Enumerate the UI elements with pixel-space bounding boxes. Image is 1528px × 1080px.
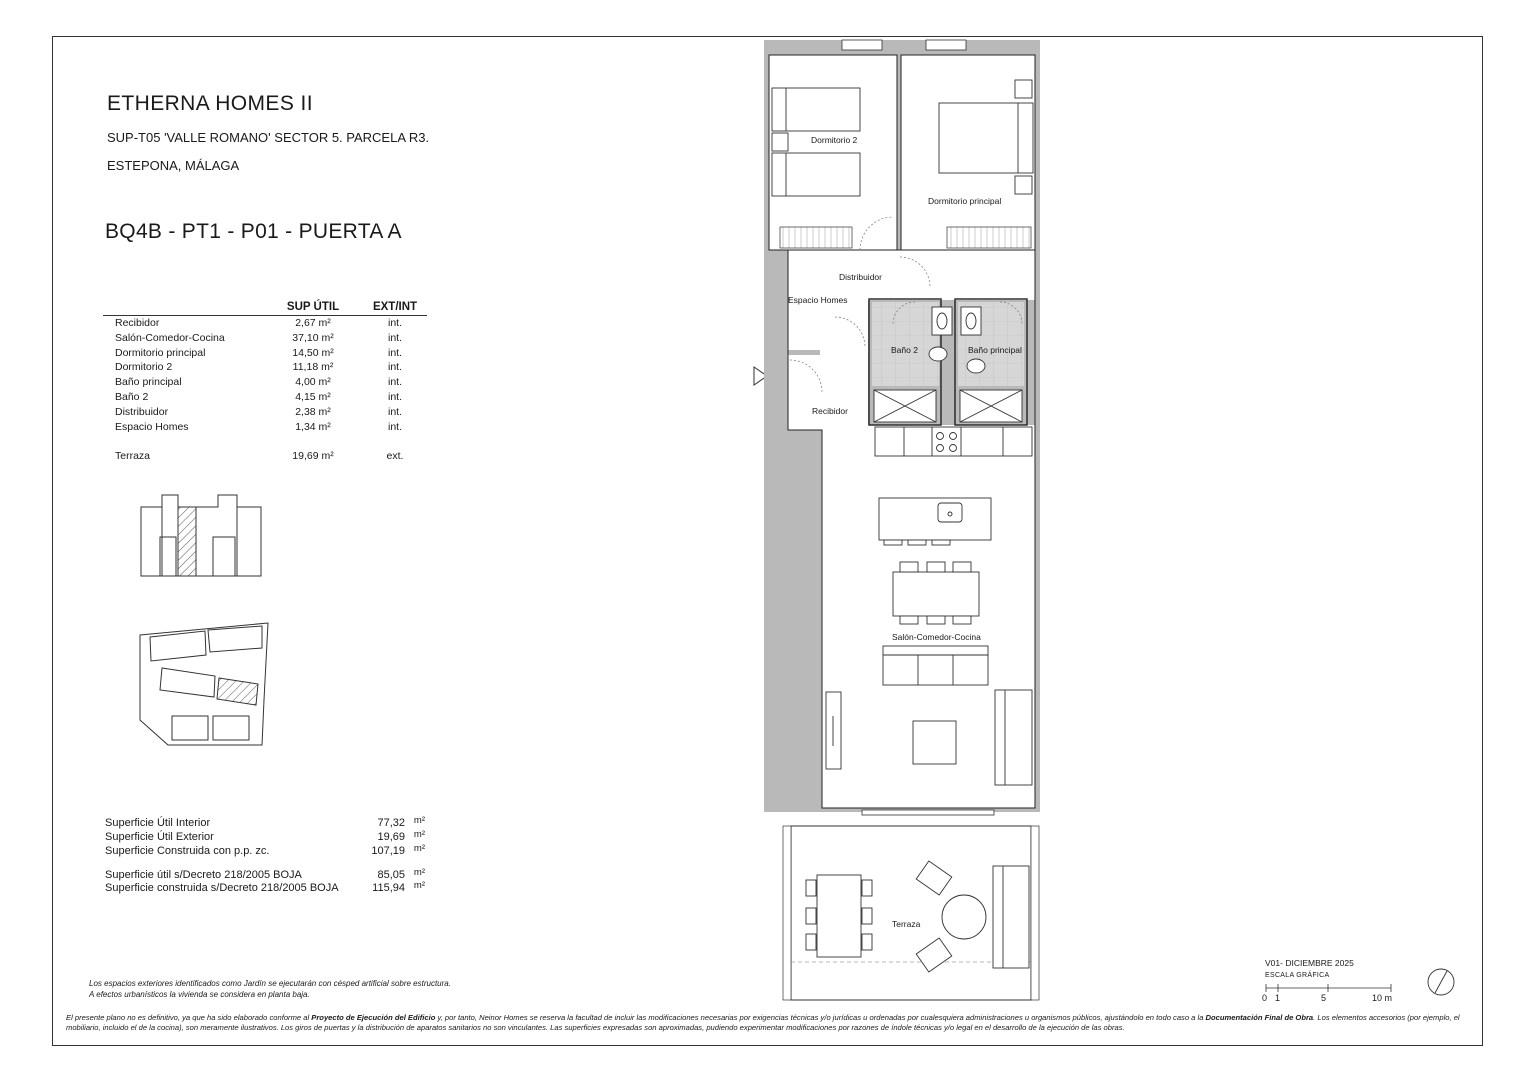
window: [926, 40, 966, 50]
label-dormitorio-principal: Dormitorio principal: [928, 196, 1002, 206]
scale-label-1: 1: [1275, 993, 1281, 1003]
bano-2-floor: [872, 302, 939, 386]
room-type: int.: [387, 405, 402, 418]
north-arrow-icon: [1428, 969, 1454, 995]
label-dormitorio-2: Dormitorio 2: [811, 135, 858, 145]
label-recibidor: Recibidor: [812, 406, 848, 416]
room-type: int.: [387, 390, 402, 403]
summary-unit: m²: [413, 843, 425, 854]
room-name: Dormitorio 2: [115, 361, 173, 374]
window: [842, 40, 882, 50]
room-name: Terraza: [115, 450, 151, 463]
summary-unit: m²: [413, 829, 425, 840]
kitchen-island: [879, 498, 991, 545]
room-name: Recibidor: [115, 317, 160, 329]
disclaimer-text-2: y, por tanto, Neinor Homes se reserva la facultad de incluir las modificaciones necesarias por exigencias técnicas y/o jurídicas u ordenadas por cualesquiera administraciones u organismos públicos, ajustándolo en todo caso a la: [435, 1013, 1206, 1022]
room-type: int.: [387, 376, 402, 389]
summary-value: 85,05: [377, 869, 405, 881]
disclaimer-text-1: El presente plano no es definitivo, ya que ha sido elaborado conforme al: [66, 1013, 312, 1022]
room-area: 37,10 m²: [292, 331, 334, 344]
scale-label-0: 0: [1262, 993, 1268, 1003]
room-area: 19,69 m²: [292, 450, 334, 463]
room-area: 2,67 m²: [295, 317, 331, 329]
room-type: int.: [387, 361, 402, 374]
summary-unit: m²: [413, 880, 425, 891]
room-name: Baño 2: [115, 390, 149, 403]
project-title: ETHERNA HOMES II: [107, 92, 313, 115]
building-key-plan: [141, 495, 261, 576]
exterior-note-line-2: A efectos urbanísticos la vivienda se considera en planta baja.: [89, 990, 310, 999]
scale-label-10: 10 m: [1372, 993, 1393, 1003]
summary-label: Superficie construida s/Decreto 218/2005 BOJA: [105, 882, 339, 894]
label-terraza: Terraza: [892, 919, 921, 929]
scale-title: ESCALA GRÁFICA: [1265, 972, 1330, 979]
summary-label: Superficie Útil Interior: [105, 817, 211, 829]
room-name: Espacio Homes: [115, 420, 189, 433]
label-salon: Salón-Comedor-Cocina: [892, 632, 981, 642]
room-name: Baño principal: [115, 376, 182, 389]
header-area: SUP ÚTIL: [263, 301, 363, 316]
terrace: [783, 810, 1039, 1000]
room-area: 2,38 m²: [295, 405, 331, 418]
summary-unit: m²: [413, 867, 425, 878]
project-subtitle-city: ESTEPONA, MÁLAGA: [107, 158, 240, 173]
summary-value: 19,69: [377, 831, 405, 843]
summary-label: Superficie Útil Exterior: [105, 831, 214, 843]
label-distribuidor: Distribuidor: [839, 272, 882, 282]
summary-value: 77,32: [377, 817, 405, 829]
floor-plan: [764, 40, 1040, 1000]
version-label: V01- DICIEMBRE 2025: [1265, 958, 1354, 968]
room-area: 4,00 m²: [295, 376, 331, 389]
summary-label: Superficie Construida con p.p. zc.: [105, 845, 270, 857]
disclaimer-bold-1: Proyecto de Ejecución del Edificio: [311, 1013, 436, 1022]
kitchen-counter: [875, 427, 1032, 456]
unit-title: BQ4B - PT1 - P01 - PUERTA A: [105, 220, 402, 243]
label-espacio-homes: Espacio Homes: [788, 295, 848, 305]
summary-value: 115,94: [372, 882, 405, 894]
summary-value: 107,19: [371, 845, 405, 857]
room-area: 4,15 m²: [295, 390, 331, 403]
room-type: int.: [387, 420, 402, 433]
project-subtitle-location: SUP-T05 'VALLE ROMANO' SECTOR 5. PARCELA R3.: [107, 130, 430, 145]
site-key-plan: [140, 623, 268, 745]
label-bano-2: Baño 2: [891, 345, 918, 355]
room-name: Salón-Comedor-Cocina: [115, 331, 225, 344]
room-area: 14,50 m²: [292, 346, 334, 359]
disclaimer-bold-2: Documentación Final de Obra: [1205, 1013, 1314, 1022]
room-area: 1,34 m²: [295, 420, 331, 433]
header-type: EXT/INT: [363, 301, 427, 316]
label-bano-principal: Baño principal: [968, 345, 1022, 355]
room-name: Distribuidor: [115, 405, 169, 418]
room-name: Dormitorio principal: [115, 346, 206, 359]
room-type: int.: [387, 346, 402, 359]
room-type: ext.: [386, 450, 404, 463]
room-type: int.: [387, 331, 402, 344]
exterior-note-line-1: Los espacios exteriores identificados como Jardín se ejecutarán con césped artificial sobre estructura.: [89, 979, 451, 988]
disclaimer-text-3: . Los elementos accesorios (por ejemplo, el mobiliario, incluido el de la cocina), son meramente ilustrativos. Los giros de puertas y la distribución de aparatos sanitarios no son vinculantes. Las superficies expresadas son aproximadas, pudiendo experimentar modificaciones por razones de índole técnicas y/o legal en el desarrollo de la ejecución de las obras.: [66, 1013, 1460, 1032]
scale-label-5: 5: [1321, 993, 1327, 1003]
room-type: int.: [387, 317, 402, 329]
dining-table: [893, 562, 979, 624]
graphic-scale-bar: [1266, 984, 1391, 992]
summary-unit: m²: [413, 815, 425, 826]
summary-label: Superficie útil s/Decreto 218/2005 BOJA: [105, 869, 302, 881]
room-area: 11,18 m²: [292, 361, 334, 374]
